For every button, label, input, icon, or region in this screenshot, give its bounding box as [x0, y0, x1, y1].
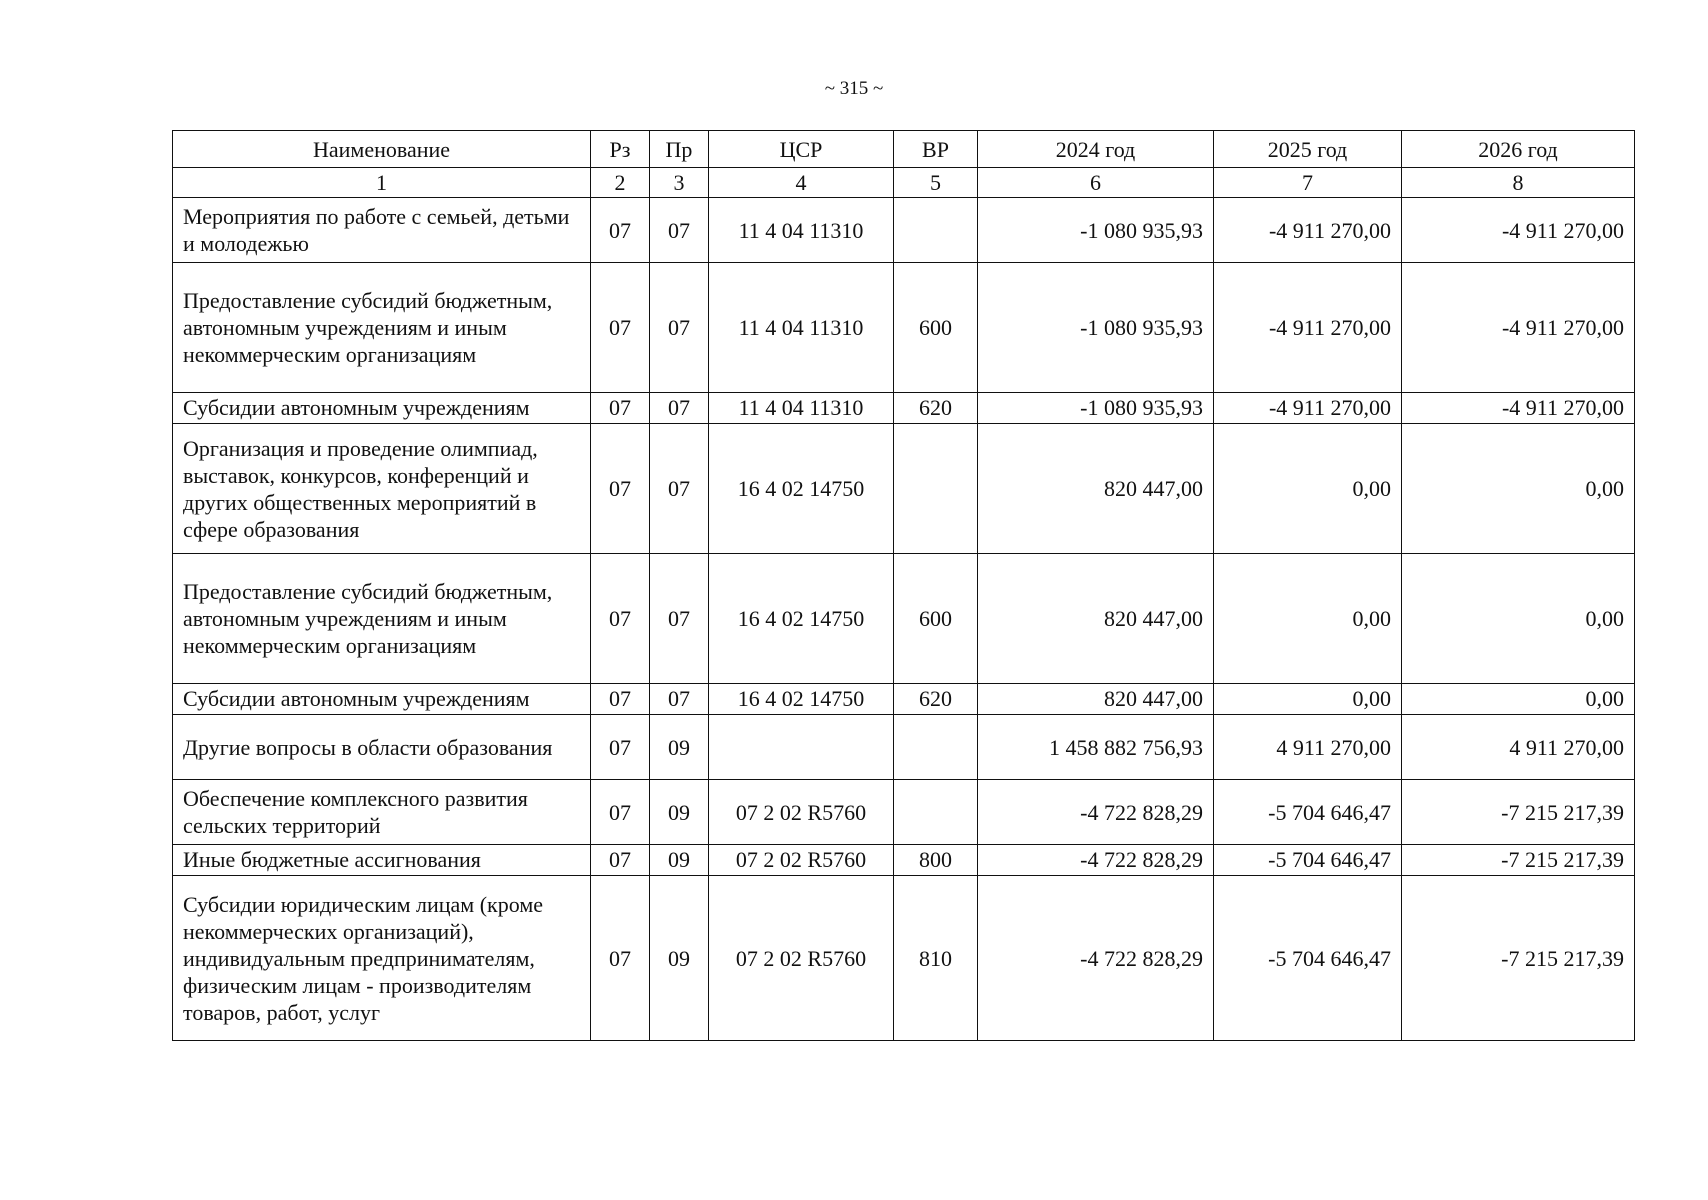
- row-csr: 11 4 04 11310: [709, 393, 894, 424]
- table-row: [173, 263, 1635, 393]
- header-vr: ВР: [894, 131, 978, 168]
- table-row: [173, 393, 1635, 424]
- column-number: 1: [173, 168, 591, 198]
- header-csr: ЦСР: [709, 131, 894, 168]
- row-pr: 07: [650, 554, 709, 684]
- row-vr: 620: [894, 393, 978, 424]
- row-rz: 07: [591, 684, 650, 715]
- table-row: [173, 554, 1635, 684]
- row-csr: 07 2 02 R5760: [709, 845, 894, 876]
- row-2024: -4 722 828,29: [978, 876, 1214, 1041]
- column-number: 2: [591, 168, 650, 198]
- row-csr: 07 2 02 R5760: [709, 876, 894, 1041]
- row-name: Субсидии автономным учреждениям: [173, 684, 591, 715]
- row-2025: 4 911 270,00: [1214, 715, 1402, 780]
- column-number: 8: [1402, 168, 1635, 198]
- row-csr: 16 4 02 14750: [709, 554, 894, 684]
- header-row: [173, 131, 1635, 168]
- row-name: Субсидии юридическим лицам (кроме некоммерческих организаций), индивидуальным предпринимателям, физическим лицам - производителям товаров, работ, услуг: [173, 876, 591, 1041]
- header-pr: Пр: [650, 131, 709, 168]
- row-2025: -4 911 270,00: [1214, 393, 1402, 424]
- row-csr: 16 4 02 14750: [709, 424, 894, 554]
- row-pr: 07: [650, 424, 709, 554]
- column-number: 7: [1214, 168, 1402, 198]
- header-2026: 2026 год: [1402, 131, 1635, 168]
- row-rz: 07: [591, 876, 650, 1041]
- row-vr: 600: [894, 554, 978, 684]
- row-2026: 4 911 270,00: [1402, 715, 1635, 780]
- column-number: 6: [978, 168, 1214, 198]
- row-2024: 820 447,00: [978, 554, 1214, 684]
- row-pr: 07: [650, 198, 709, 263]
- row-2025: -4 911 270,00: [1214, 198, 1402, 263]
- row-name: Субсидии автономным учреждениям: [173, 393, 591, 424]
- row-2026: -7 215 217,39: [1402, 845, 1635, 876]
- row-vr: [894, 715, 978, 780]
- row-csr: 11 4 04 11310: [709, 198, 894, 263]
- row-2026: 0,00: [1402, 684, 1635, 715]
- row-pr: 07: [650, 684, 709, 715]
- header-2024: 2024 год: [978, 131, 1214, 168]
- row-2025: -5 704 646,47: [1214, 780, 1402, 845]
- row-2024: 820 447,00: [978, 684, 1214, 715]
- column-number: 4: [709, 168, 894, 198]
- row-pr: 07: [650, 393, 709, 424]
- row-vr: 800: [894, 845, 978, 876]
- row-vr: [894, 780, 978, 845]
- row-rz: 07: [591, 393, 650, 424]
- row-2026: -7 215 217,39: [1402, 876, 1635, 1041]
- column-number-row: [173, 168, 1635, 198]
- row-vr: 620: [894, 684, 978, 715]
- row-name: Обеспечение комплексного развития сельских территорий: [173, 780, 591, 845]
- header-rz: Рз: [591, 131, 650, 168]
- row-rz: 07: [591, 715, 650, 780]
- row-name: Мероприятия по работе с семьей, детьми и молодежью: [173, 198, 591, 263]
- row-2026: -7 215 217,39: [1402, 780, 1635, 845]
- row-2025: -5 704 646,47: [1214, 845, 1402, 876]
- row-rz: 07: [591, 554, 650, 684]
- row-vr: [894, 198, 978, 263]
- row-2024: -4 722 828,29: [978, 845, 1214, 876]
- row-pr: 09: [650, 845, 709, 876]
- row-2024: -1 080 935,93: [978, 198, 1214, 263]
- row-name: Предоставление субсидий бюджетным, автономным учреждениям и иным некоммерческим организациям: [173, 554, 591, 684]
- row-2025: -4 911 270,00: [1214, 263, 1402, 393]
- row-2024: 1 458 882 756,93: [978, 715, 1214, 780]
- row-2024: -1 080 935,93: [978, 393, 1214, 424]
- row-pr: 09: [650, 876, 709, 1041]
- column-number: 5: [894, 168, 978, 198]
- row-2025: 0,00: [1214, 684, 1402, 715]
- row-name: Организация и проведение олимпиад, выставок, конкурсов, конференций и других общественных мероприятий в сфере образования: [173, 424, 591, 554]
- table-row: [173, 715, 1635, 780]
- row-rz: 07: [591, 424, 650, 554]
- row-csr: 11 4 04 11310: [709, 263, 894, 393]
- row-rz: 07: [591, 780, 650, 845]
- table-row: [173, 876, 1635, 1041]
- row-csr: 07 2 02 R5760: [709, 780, 894, 845]
- row-2026: -4 911 270,00: [1402, 393, 1635, 424]
- table-row: [173, 684, 1635, 715]
- table-row: [173, 198, 1635, 263]
- row-2025: -5 704 646,47: [1214, 876, 1402, 1041]
- row-rz: 07: [591, 263, 650, 393]
- row-rz: 07: [591, 845, 650, 876]
- table-row: [173, 780, 1635, 845]
- row-vr: 810: [894, 876, 978, 1041]
- row-pr: 09: [650, 780, 709, 845]
- row-2026: -4 911 270,00: [1402, 263, 1635, 393]
- row-2026: 0,00: [1402, 554, 1635, 684]
- row-2026: -4 911 270,00: [1402, 198, 1635, 263]
- row-name: Иные бюджетные ассигнования: [173, 845, 591, 876]
- row-vr: [894, 424, 978, 554]
- header-2025: 2025 год: [1214, 131, 1402, 168]
- row-vr: 600: [894, 263, 978, 393]
- header-name: Наименование: [173, 131, 591, 168]
- page-number: ~ 315 ~: [824, 78, 884, 99]
- row-rz: 07: [591, 198, 650, 263]
- row-2025: 0,00: [1214, 424, 1402, 554]
- row-pr: 09: [650, 715, 709, 780]
- row-name: Другие вопросы в области образования: [173, 715, 591, 780]
- row-2024: 820 447,00: [978, 424, 1214, 554]
- row-csr: 16 4 02 14750: [709, 684, 894, 715]
- row-csr: [709, 715, 894, 780]
- column-number: 3: [650, 168, 709, 198]
- row-pr: 07: [650, 263, 709, 393]
- row-2024: -4 722 828,29: [978, 780, 1214, 845]
- row-2025: 0,00: [1214, 554, 1402, 684]
- row-2024: -1 080 935,93: [978, 263, 1214, 393]
- row-name: Предоставление субсидий бюджетным, автономным учреждениям и иным некоммерческим организациям: [173, 263, 591, 393]
- row-2026: 0,00: [1402, 424, 1635, 554]
- table-row: [173, 845, 1635, 876]
- table-row: [173, 424, 1635, 554]
- budget-table: [172, 130, 1635, 1041]
